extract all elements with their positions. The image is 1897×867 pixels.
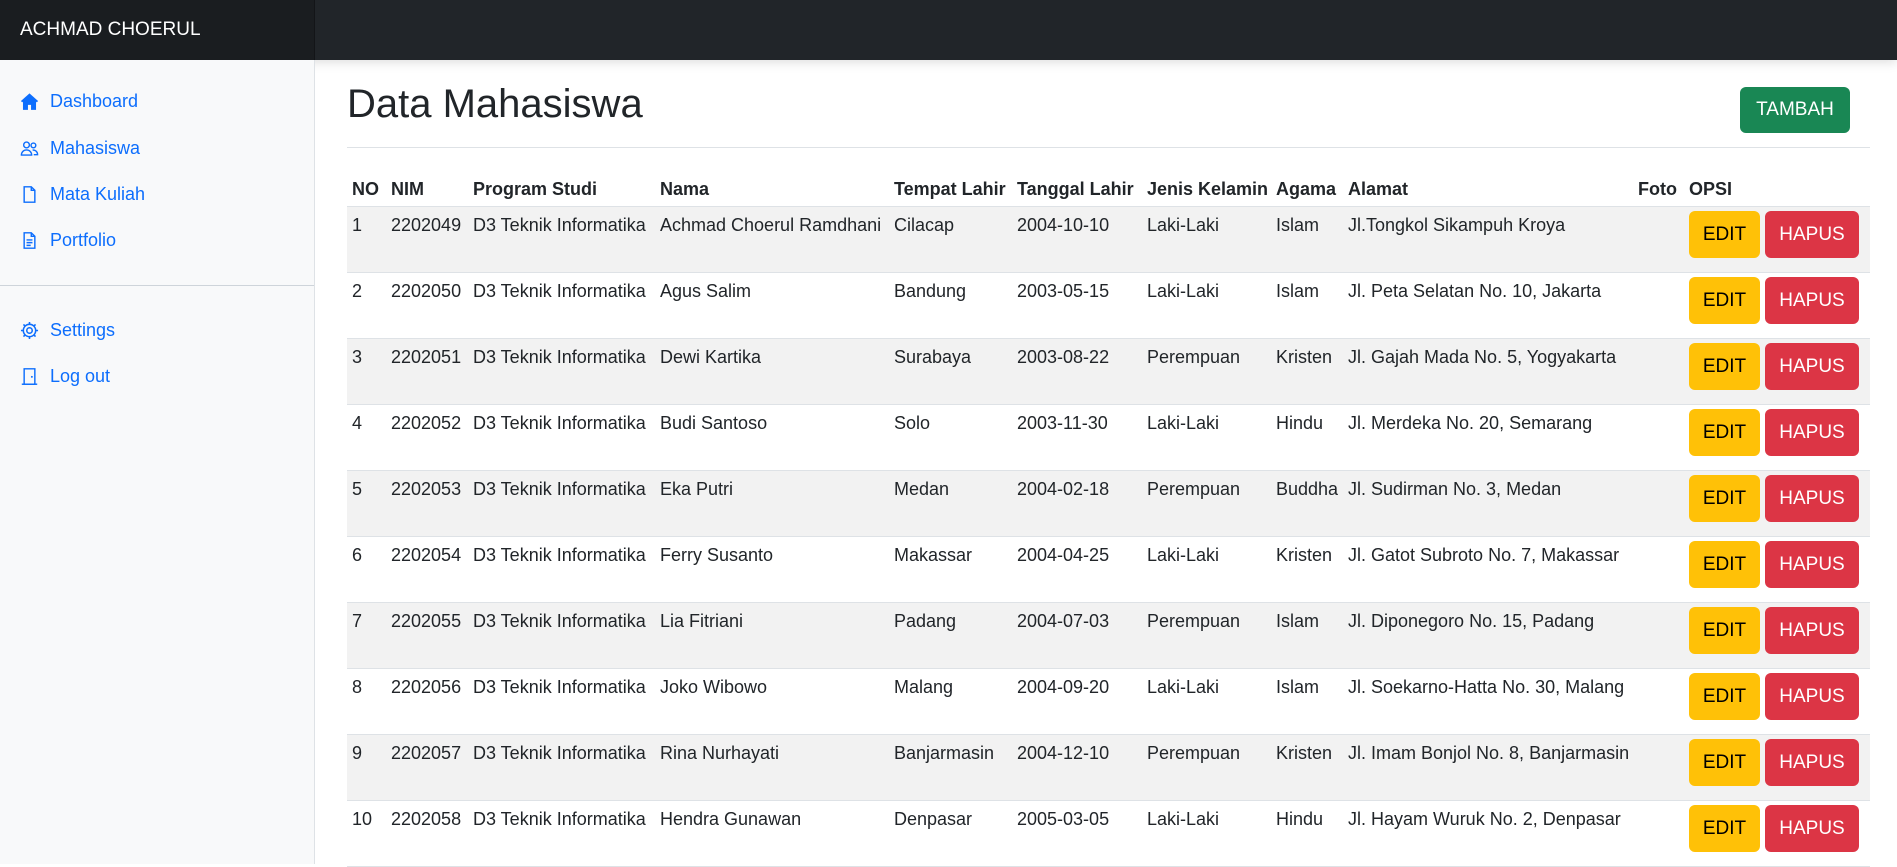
program-studi-cell: D3 Teknik Informatika — [468, 603, 655, 669]
program-studi-cell: D3 Teknik Informatika — [468, 339, 655, 405]
alamat-cell: Jl. Gajah Mada No. 5, Yogyakarta — [1343, 339, 1633, 405]
alamat-cell: Jl. Peta Selatan No. 10, Jakarta — [1343, 273, 1633, 339]
sidebar-item-label: Mahasiswa — [50, 137, 141, 158]
program-studi-cell: D3 Teknik Informatika — [468, 207, 655, 273]
column-header-tanggal-lahir: Tanggal Lahir — [1012, 173, 1142, 207]
opsi-cell — [1684, 339, 1870, 405]
jenis-kelamin-cell: Laki-Laki — [1142, 207, 1271, 273]
table-row — [347, 669, 1870, 735]
column-header-alamat: Alamat — [1343, 173, 1633, 207]
foto-cell — [1633, 207, 1684, 273]
tanggal-lahir-cell: 2003-08-22 — [1012, 339, 1142, 405]
agama-cell: Buddha — [1271, 471, 1343, 537]
agama-cell: Islam — [1271, 603, 1343, 669]
no-cell: 4 — [347, 405, 386, 471]
column-header-program-studi: Program Studi — [468, 173, 655, 207]
delete-button[interactable]: HAPUS — [1765, 409, 1859, 456]
nama-cell: Agus Salim — [655, 273, 889, 339]
nama-cell: Rina Nurhayati — [655, 735, 889, 801]
table-row — [347, 471, 1870, 537]
no-cell: 6 — [347, 537, 386, 603]
agama-cell: Kristen — [1271, 339, 1343, 405]
foto-cell — [1633, 603, 1684, 669]
program-studi-cell: D3 Teknik Informatika — [468, 801, 655, 867]
top-navbar — [0, 0, 1897, 60]
agama-cell: Kristen — [1271, 735, 1343, 801]
column-header-jenis-kelamin: Jenis Kelamin — [1142, 173, 1271, 207]
nim-cell: 2202049 — [386, 207, 468, 273]
column-header-opsi: OPSI — [1684, 173, 1870, 207]
edit-button[interactable]: EDIT — [1689, 409, 1760, 456]
sidebar-item-mata-kuliah[interactable] — [20, 180, 145, 208]
sidebar-item-portfolio[interactable] — [20, 226, 116, 254]
column-header-nama: Nama — [655, 173, 889, 207]
program-studi-cell: D3 Teknik Informatika — [468, 537, 655, 603]
edit-button[interactable]: EDIT — [1689, 541, 1760, 588]
foto-cell — [1633, 405, 1684, 471]
agama-cell: Islam — [1271, 669, 1343, 735]
tanggal-lahir-cell: 2004-12-10 — [1012, 735, 1142, 801]
column-header-no: NO — [347, 173, 386, 207]
students-table — [347, 173, 1870, 867]
tempat-lahir-cell: Banjarmasin — [889, 735, 1012, 801]
nama-cell: Ferry Susanto — [655, 537, 889, 603]
foto-cell — [1633, 273, 1684, 339]
table-row — [347, 339, 1870, 405]
agama-cell: Islam — [1271, 273, 1343, 339]
edit-button[interactable]: EDIT — [1689, 343, 1760, 390]
nama-cell: Dewi Kartika — [655, 339, 889, 405]
table-body — [347, 207, 1870, 867]
no-cell: 1 — [347, 207, 386, 273]
page-title: Data Mahasiswa — [347, 82, 643, 126]
column-header-nim: NIM — [386, 173, 468, 207]
column-header-foto: Foto — [1633, 173, 1684, 207]
tanggal-lahir-cell: 2004-10-10 — [1012, 207, 1142, 273]
add-button[interactable]: TAMBAH — [1740, 87, 1850, 133]
nama-cell: Eka Putri — [655, 471, 889, 537]
nama-cell: Achmad Choerul Ramdhani — [655, 207, 889, 273]
opsi-cell — [1684, 471, 1870, 537]
delete-button[interactable]: HAPUS — [1765, 739, 1859, 786]
nim-cell: 2202052 — [386, 405, 468, 471]
sidebar-item-label: Mata Kuliah — [50, 183, 146, 204]
alamat-cell: Jl. Merdeka No. 20, Semarang — [1343, 405, 1633, 471]
sidebar-item-logout[interactable] — [20, 362, 110, 390]
jenis-kelamin-cell: Perempuan — [1142, 471, 1271, 537]
tanggal-lahir-cell: 2004-04-25 — [1012, 537, 1142, 603]
foto-cell — [1633, 471, 1684, 537]
jenis-kelamin-cell: Perempuan — [1142, 735, 1271, 801]
sidebar-item-settings[interactable] — [20, 316, 115, 344]
table-row — [347, 207, 1870, 273]
tanggal-lahir-cell: 2003-05-15 — [1012, 273, 1142, 339]
edit-button[interactable]: EDIT — [1689, 277, 1760, 324]
tanggal-lahir-cell: 2004-07-03 — [1012, 603, 1142, 669]
people-icon — [20, 139, 39, 158]
program-studi-cell: D3 Teknik Informatika — [468, 669, 655, 735]
foto-cell — [1633, 339, 1684, 405]
tempat-lahir-cell: Makassar — [889, 537, 1012, 603]
tempat-lahir-cell: Denpasar — [889, 801, 1012, 867]
sidebar — [0, 60, 315, 864]
opsi-cell — [1684, 801, 1870, 867]
gear-icon — [20, 321, 39, 340]
agama-cell: Hindu — [1271, 405, 1343, 471]
alamat-cell: Jl. Imam Bonjol No. 8, Banjarmasin — [1343, 735, 1633, 801]
jenis-kelamin-cell: Laki-Laki — [1142, 273, 1271, 339]
delete-button[interactable]: HAPUS — [1765, 673, 1859, 720]
edit-button[interactable]: EDIT — [1689, 805, 1760, 852]
nama-cell: Lia Fitriani — [655, 603, 889, 669]
jenis-kelamin-cell: Perempuan — [1142, 603, 1271, 669]
jenis-kelamin-cell: Perempuan — [1142, 339, 1271, 405]
foto-cell — [1633, 537, 1684, 603]
foto-cell — [1633, 801, 1684, 867]
alamat-cell: Jl. Hayam Wuruk No. 2, Denpasar — [1343, 801, 1633, 867]
delete-button[interactable]: HAPUS — [1765, 475, 1859, 522]
program-studi-cell: D3 Teknik Informatika — [468, 405, 655, 471]
sidebar-item-label: Dashboard — [50, 90, 139, 111]
program-studi-cell: D3 Teknik Informatika — [468, 735, 655, 801]
nama-cell: Budi Santoso — [655, 405, 889, 471]
no-cell: 5 — [347, 471, 386, 537]
edit-button[interactable]: EDIT — [1689, 673, 1760, 720]
sidebar-item-label: Settings — [50, 319, 116, 340]
table-row — [347, 801, 1870, 867]
alamat-cell: Jl. Gatot Subroto No. 7, Makassar — [1343, 537, 1633, 603]
file-icon — [20, 185, 39, 204]
delete-button[interactable]: HAPUS — [1765, 343, 1859, 390]
delete-button[interactable]: HAPUS — [1765, 541, 1859, 588]
agama-cell: Islam — [1271, 207, 1343, 273]
header-divider — [347, 147, 1870, 148]
nim-cell: 2202054 — [386, 537, 468, 603]
program-studi-cell: D3 Teknik Informatika — [468, 273, 655, 339]
nim-cell: 2202056 — [386, 669, 468, 735]
table-header — [347, 173, 1870, 207]
tempat-lahir-cell: Surabaya — [889, 339, 1012, 405]
opsi-cell — [1684, 273, 1870, 339]
jenis-kelamin-cell: Laki-Laki — [1142, 669, 1271, 735]
opsi-cell — [1684, 537, 1870, 603]
table-row — [347, 405, 1870, 471]
column-header-tempat-lahir: Tempat Lahir — [889, 173, 1012, 207]
tanggal-lahir-cell: 2005-03-05 — [1012, 801, 1142, 867]
file-text-icon — [20, 231, 39, 250]
alamat-cell: Jl.Tongkol Sikampuh Kroya — [1343, 207, 1633, 273]
tempat-lahir-cell: Solo — [889, 405, 1012, 471]
alamat-cell: Jl. Diponegoro No. 15, Padang — [1343, 603, 1633, 669]
alamat-cell: Jl. Sudirman No. 3, Medan — [1343, 471, 1633, 537]
edit-button[interactable]: EDIT — [1689, 607, 1760, 654]
opsi-cell — [1684, 669, 1870, 735]
opsi-cell — [1684, 405, 1870, 471]
delete-button[interactable]: HAPUS — [1765, 805, 1859, 852]
door-icon — [20, 367, 39, 386]
nim-cell: 2202058 — [386, 801, 468, 867]
table-row — [347, 603, 1870, 669]
edit-button[interactable]: EDIT — [1689, 211, 1760, 258]
sidebar-divider — [0, 285, 314, 286]
nama-cell: Joko Wibowo — [655, 669, 889, 735]
delete-button[interactable]: HAPUS — [1765, 607, 1859, 654]
tanggal-lahir-cell: 2003-11-30 — [1012, 405, 1142, 471]
opsi-cell — [1684, 207, 1870, 273]
tanggal-lahir-cell: 2004-02-18 — [1012, 471, 1142, 537]
tempat-lahir-cell: Medan — [889, 471, 1012, 537]
jenis-kelamin-cell: Laki-Laki — [1142, 405, 1271, 471]
nim-cell: 2202057 — [386, 735, 468, 801]
nim-cell: 2202053 — [386, 471, 468, 537]
table-row — [347, 537, 1870, 603]
tempat-lahir-cell: Bandung — [889, 273, 1012, 339]
no-cell: 10 — [347, 801, 386, 867]
tanggal-lahir-cell: 2004-09-20 — [1012, 669, 1142, 735]
no-cell: 2 — [347, 273, 386, 339]
table-row — [347, 273, 1870, 339]
sidebar-item-mahasiswa[interactable] — [20, 134, 140, 162]
jenis-kelamin-cell: Laki-Laki — [1142, 801, 1271, 867]
sidebar-item-dashboard[interactable] — [20, 87, 138, 115]
agama-cell: Kristen — [1271, 537, 1343, 603]
sidebar-item-label: Log out — [50, 365, 111, 386]
column-header-agama: Agama — [1271, 173, 1343, 207]
nama-cell: Hendra Gunawan — [655, 801, 889, 867]
brand-link[interactable]: ACHMAD CHOERUL — [0, 0, 315, 60]
edit-button[interactable]: EDIT — [1689, 739, 1760, 786]
no-cell: 3 — [347, 339, 386, 405]
program-studi-cell: D3 Teknik Informatika — [468, 471, 655, 537]
edit-button[interactable]: EDIT — [1689, 475, 1760, 522]
foto-cell — [1633, 735, 1684, 801]
no-cell: 8 — [347, 669, 386, 735]
opsi-cell — [1684, 603, 1870, 669]
no-cell: 7 — [347, 603, 386, 669]
sidebar-item-label: Portfolio — [50, 229, 117, 250]
jenis-kelamin-cell: Laki-Laki — [1142, 537, 1271, 603]
nim-cell: 2202055 — [386, 603, 468, 669]
nim-cell: 2202050 — [386, 273, 468, 339]
no-cell: 9 — [347, 735, 386, 801]
house-icon — [20, 92, 39, 111]
delete-button[interactable]: HAPUS — [1765, 211, 1859, 258]
opsi-cell — [1684, 735, 1870, 801]
foto-cell — [1633, 669, 1684, 735]
nim-cell: 2202051 — [386, 339, 468, 405]
delete-button[interactable]: HAPUS — [1765, 277, 1859, 324]
tempat-lahir-cell: Malang — [889, 669, 1012, 735]
tempat-lahir-cell: Padang — [889, 603, 1012, 669]
tempat-lahir-cell: Cilacap — [889, 207, 1012, 273]
table-row — [347, 735, 1870, 801]
alamat-cell: Jl. Soekarno-Hatta No. 30, Malang — [1343, 669, 1633, 735]
table-header-row — [347, 173, 1870, 207]
agama-cell: Hindu — [1271, 801, 1343, 867]
